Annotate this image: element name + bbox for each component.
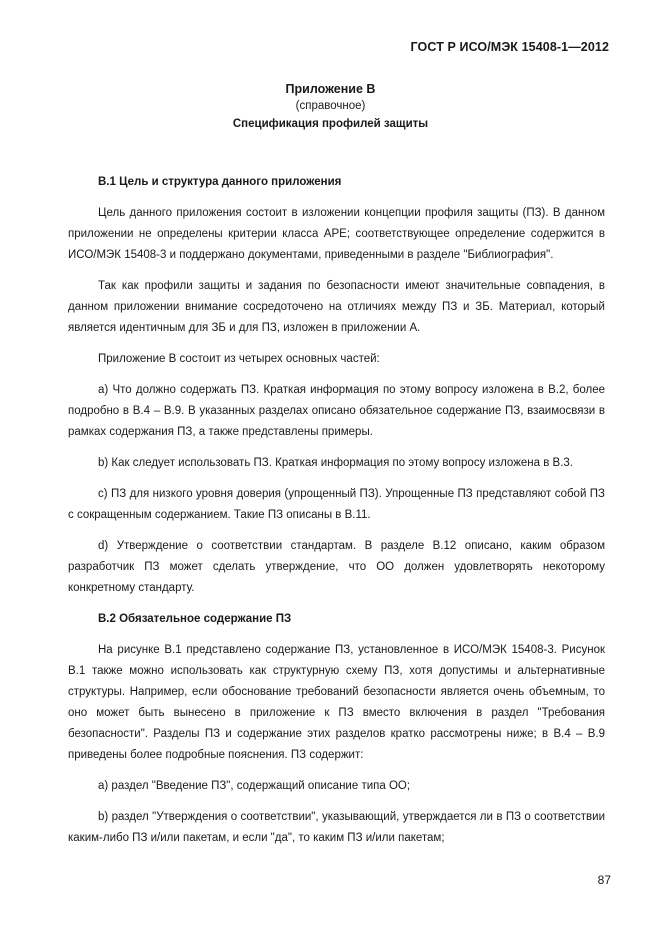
section-heading-b2: В.2 Обязательное содержание ПЗ: [98, 613, 292, 625]
list-item: c) ПЗ для низкого уровня доверия (упрощенный ПЗ). Упрощенные ПЗ представляют собой ПЗ с сокращенным содержанием. Такие ПЗ описаны в В.11.: [68, 488, 605, 521]
document-body: [68, 172, 605, 859]
paragraph: Цель данного приложения состоит в изложении концепции профиля защиты (ПЗ). В данном приложении не определены критерии класса АРЕ; соответствующее определение содержится в ИСО/МЭК 15408-3 и поддержано документами, приведенными в разделе "Библиография".: [68, 207, 605, 261]
list-item: b) Как следует использовать ПЗ. Краткая информация по этому вопросу изложена в В.3.: [98, 457, 573, 469]
appendix-type: (справочное): [295, 100, 366, 112]
list-item: a) раздел "Введение ПЗ", содержащий описание типа ОО;: [98, 780, 411, 792]
list-item: b) раздел "Утверждения о соответствии", указывающий, утверждается ли в ПЗ о соответствии каким-либо ПЗ и/или пакетам, и если "да", то каким ПЗ и/или пакетам;: [68, 811, 605, 844]
appendix-title: Приложение В: [285, 82, 376, 96]
paragraph: Приложение В состоит из четырех основных частей:: [98, 353, 380, 365]
list-item: a) Что должно содержать ПЗ. Краткая информация по этому вопросу изложена в В.2, более подробно в В.4 – В.9. В указанных разделах описано обязательное содержание ПЗ, взаимосвязи в рамках содержания ПЗ, а также представлены примеры.: [68, 384, 605, 438]
paragraph: Так как профили защиты и задания по безопасности имеют значительные совпадения, в данном приложении внимание сосредоточено на отличиях между ПЗ и ЗБ. Материал, который является идентичным для ЗБ и для ПЗ, изложен в приложении А.: [68, 280, 605, 334]
list-item: d) Утверждение о соответствии стандартам. В разделе В.12 описано, каким образом разработчик ПЗ может сделать утверждение, что ОО должен удовлетворять некоторому конкретному стандарту.: [68, 540, 605, 594]
section-heading-b1: В.1 Цель и структура данного приложения: [98, 176, 342, 188]
paragraph: На рисунке В.1 представлено содержание ПЗ, установленное в ИСО/МЭК 15408-3. Рисунок В.1 также можно использовать как структурную схему ПЗ, хотя допустимы и альтернативные структуры. Например, если обоснование требований безопасности является очень объемным, то оно может быть вынесено в приложение к ПЗ вместо включения в раздел "Требования безопасности". Разделы ПЗ и содержание этих разделов кратко рассмотрены ниже; в В.4 – В.9 приведены более подробные пояснения. ПЗ содержит:: [68, 644, 605, 761]
document-id-header: ГОСТ Р ИСО/МЭК 15408-1—2012: [410, 40, 609, 54]
appendix-heading: Спецификация профилей защиты: [232, 118, 429, 130]
page-number: 87: [597, 873, 611, 887]
